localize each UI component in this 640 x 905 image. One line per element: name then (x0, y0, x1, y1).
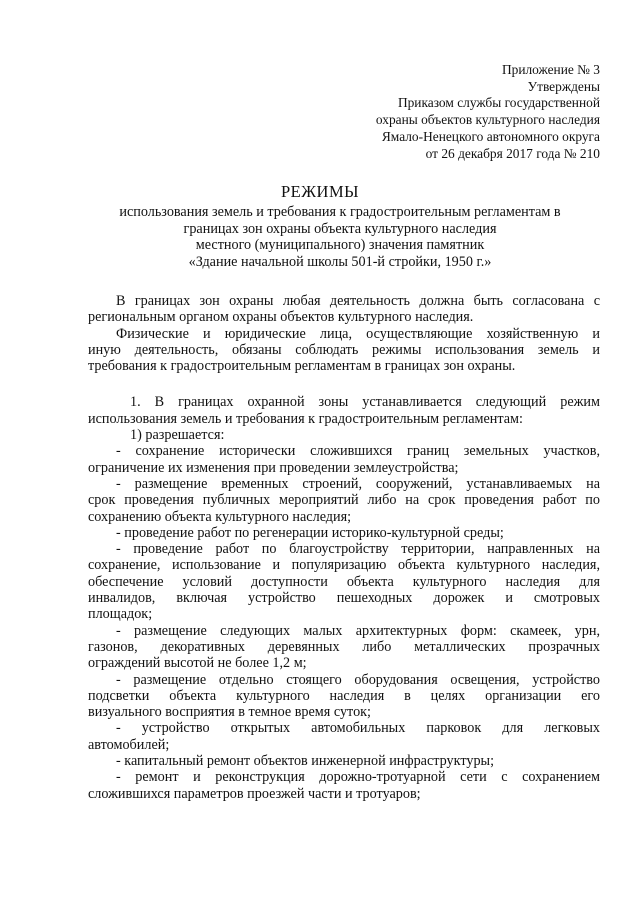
body-line: автомобилей; (88, 736, 170, 753)
body-line: ограждений высотой не более 1,2 м; (88, 655, 307, 672)
body-line: сложившихся параметров проезжей части и тротуаров; (88, 785, 421, 802)
body-line: - проведение работ по регенерации историко-культурной среды; (116, 524, 504, 541)
body-line: В границах зон охраны любая деятельность должна быть согласована с (116, 293, 600, 309)
body-line: Физические и юридические лица, осуществляющие хозяйственную и (116, 325, 600, 342)
subtitle-line: местного (муниципального) значения памятник (195, 237, 485, 253)
document-subtitle (60, 204, 620, 270)
body-line: визуального восприятия в темное время суток; (88, 704, 371, 721)
body-line: площадок; (88, 606, 153, 623)
subtitle-line: границах зон охраны объекта культурного наследия (183, 220, 497, 237)
body-line: региональным органом охраны объектов культурного наследия. (88, 309, 474, 326)
approval-line: Ямало-Ненецкого автономного округа (381, 128, 600, 144)
document-title: РЕЖИМЫ (280, 182, 359, 201)
body-line: - размещение следующих малых архитектурных форм: скамеек, урн, (116, 622, 600, 639)
approval-line: Приложение № 3 (501, 62, 600, 77)
body-line: - размещение отдельно стоящего оборудования освещения, устройство (116, 671, 600, 688)
body-line: - ремонт и реконструкция дорожно-тротуарной сети с сохранением (116, 769, 600, 786)
subtitle-line: использования земель и требования к градостроительным регламентам в (119, 204, 561, 220)
body-line: 1) разрешается: (130, 427, 225, 444)
body-line: 1. В границах охранной зоны устанавливается следующий режим (130, 394, 600, 411)
body-line: газонов, декоративных деревянных либо металлических прозрачных (88, 638, 600, 655)
body-line: инвалидов, включая устройство пешеходных дорожек и смотровых (88, 590, 600, 607)
body-line: - сохранение исторически сложившихся границ земельных участков, (116, 443, 600, 460)
body-line: сохранение, использование и популяризацию объекта культурного наследия, (88, 557, 600, 574)
document-body (88, 293, 600, 802)
body-line: сохранению объекта культурного наследия; (88, 508, 352, 525)
approval-line: Приказом службы государственной (397, 95, 600, 111)
body-line: - устройство открытых автомобильных парковок для легковых (116, 720, 600, 737)
approval-line: охраны объектов культурного наследия (375, 112, 600, 128)
body-line: иную деятельность, обязаны соблюдать режимы использования земель и (88, 341, 600, 358)
body-line: ограничение их изменения при проведении землеустройства; (88, 459, 459, 476)
body-line: подсветки объекта культурного наследия в целях организации его (88, 687, 600, 704)
body-line: требования к градостроительным регламентам в границах зон охраны. (88, 358, 516, 375)
body-line: - размещение временных строений, сооружений, устанавливаемых на (116, 475, 600, 492)
approval-line: Утверждены (527, 78, 600, 94)
approval-line: от 26 декабря 2017 года № 210 (425, 145, 600, 161)
approval-block (340, 62, 600, 162)
body-line: обеспечение условий доступности объекта культурного наследия для (88, 573, 600, 590)
body-line: - проведение работ по благоустройству территории, направленных на (116, 541, 600, 558)
subtitle-line: «Здание начальной школы 501-й стройки, 1950 г.» (188, 253, 492, 270)
body-line: - капитальный ремонт объектов инженерной инфраструктуры; (116, 753, 495, 770)
body-line: срок проведения публичных мероприятий либо на срок проведения работ по (88, 492, 600, 509)
body-line: использования земель и требования к градостроительным регламентам: (88, 410, 523, 427)
